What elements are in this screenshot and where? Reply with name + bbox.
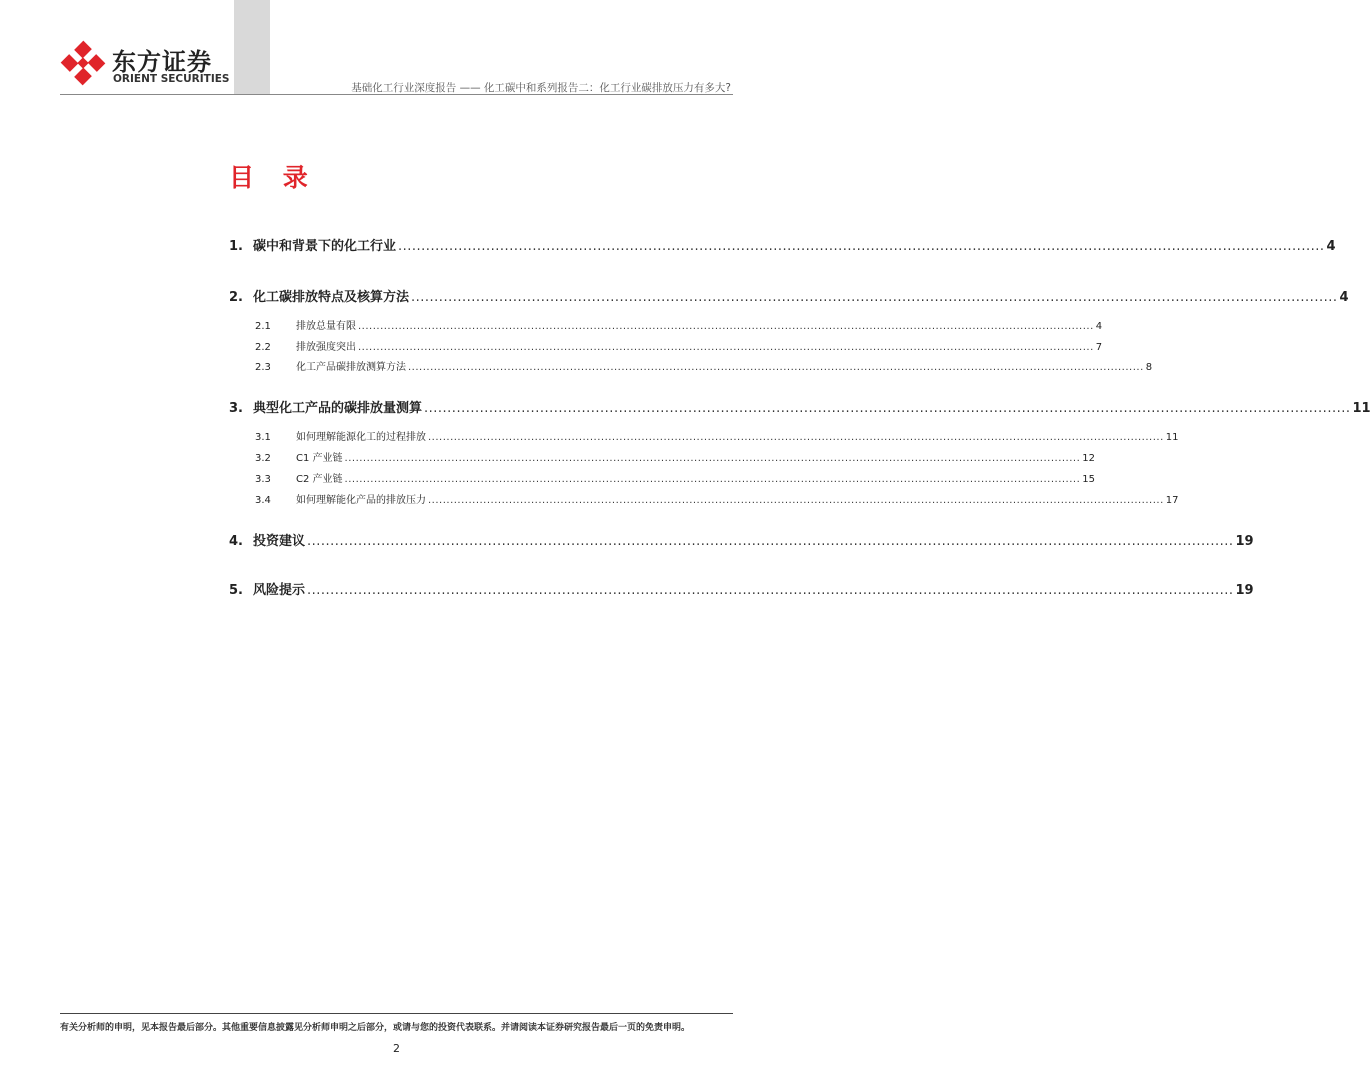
toc-entry-title: 化工产品碳排放测算方法 — [296, 362, 406, 373]
toc-entry[interactable] — [229, 235, 1336, 254]
toc-entry-page: 7 — [1095, 342, 1103, 353]
toc-leader-dots: ........................................................................................................................................................................................................ — [398, 239, 1325, 254]
logo-chinese-name: 东方证券 — [112, 48, 212, 76]
toc-entry-number: 4. — [229, 534, 243, 549]
toc-leader-dots: ........................................................................................................................................................................................................ — [344, 474, 1081, 485]
toc-entry[interactable] — [229, 530, 1254, 549]
toc-leader-dots: ........................................................................................................................................................................................................ — [408, 362, 1144, 373]
toc-entry-title: 投资建议 — [253, 534, 306, 549]
toc-entry-page: 11 — [1165, 432, 1179, 443]
page-number: 2 — [393, 1042, 400, 1055]
toc-entry-number: 5. — [229, 583, 243, 598]
toc-leader-dots: ........................................................................................................................................................................................................ — [358, 342, 1094, 353]
toc-entry-number: 3. — [229, 401, 243, 416]
toc-entry-number: 2. — [229, 290, 243, 305]
toc-entry-number: 1. — [229, 239, 243, 254]
toc-leader-dots: ........................................................................................................................................................................................................ — [307, 583, 1234, 598]
toc-entry[interactable] — [229, 579, 1254, 598]
toc-entry-title: C1 产业链 — [296, 453, 343, 464]
toc-entry-title: 排放强度突出 — [296, 342, 356, 353]
toc-leader-dots: ........................................................................................................................................................................................................ — [424, 401, 1351, 416]
toc-entry-title: 风险提示 — [253, 583, 306, 598]
toc-entry-page: 8 — [1145, 362, 1153, 373]
footer-divider — [60, 1013, 733, 1014]
toc-entry-page: 19 — [1235, 583, 1254, 598]
logo-mark-icon — [60, 40, 106, 86]
toc-entry-title: C2 产业链 — [296, 474, 343, 485]
toc-entry[interactable] — [255, 338, 1103, 353]
toc-entry-page: 17 — [1165, 495, 1179, 506]
toc-entry-number: 2.1 — [255, 321, 271, 332]
toc-entry-number: 2.3 — [255, 362, 271, 373]
toc-entry-number: 3.1 — [255, 432, 271, 443]
toc-entry-number: 3.3 — [255, 474, 271, 485]
report-title: 基础化工行业深度报告 —— 化工碳中和系列报告二：化工行业碳排放压力有多大? — [351, 82, 731, 94]
header-accent-bar — [234, 0, 270, 94]
toc-entry[interactable] — [255, 317, 1103, 332]
toc-entry-page: 4 — [1326, 239, 1336, 254]
header-divider — [60, 94, 733, 95]
toc-entry[interactable] — [255, 428, 1179, 443]
toc-entry-title: 化工碳排放特点及核算方法 — [253, 290, 410, 305]
toc-entry-page: 12 — [1082, 453, 1096, 464]
logo-english-name: ORIENT SECURITIES — [113, 73, 230, 85]
toc-entry[interactable] — [255, 470, 1096, 485]
toc-entry[interactable] — [255, 491, 1179, 506]
toc-entry-page: 15 — [1082, 474, 1096, 485]
toc-entry[interactable] — [229, 286, 1349, 305]
toc-entry-number: 3.2 — [255, 453, 271, 464]
toc-leader-dots: ........................................................................................................................................................................................................ — [307, 534, 1234, 549]
toc-entry-title: 如何理解能化产品的排放压力 — [296, 495, 426, 506]
toc-entry-page: 19 — [1235, 534, 1254, 549]
toc-entry-title: 典型化工产品的碳排放量测算 — [253, 401, 423, 416]
footer-disclaimer: 有关分析师的申明，见本报告最后部分。其他重要信息披露见分析师申明之后部分，或请与您的投资代表联系。并请阅读本证券研究报告最后一页的免责申明。 — [60, 1023, 691, 1033]
company-logo — [60, 40, 230, 90]
toc-leader-dots: ........................................................................................................................................................................................................ — [411, 290, 1338, 305]
toc-entry-page: 4 — [1095, 321, 1103, 332]
toc-leader-dots: ........................................................................................................................................................................................................ — [344, 453, 1081, 464]
toc-title: 目 录 — [229, 163, 318, 192]
toc-entry-number: 3.4 — [255, 495, 271, 506]
toc-leader-dots: ........................................................................................................................................................................................................ — [428, 495, 1164, 506]
toc-entry[interactable] — [255, 358, 1153, 373]
toc-entry[interactable] — [255, 449, 1096, 464]
toc-entry[interactable] — [229, 397, 1371, 416]
toc-entry-title: 如何理解能源化工的过程排放 — [296, 432, 426, 443]
toc-leader-dots: ........................................................................................................................................................................................................ — [428, 432, 1164, 443]
toc-entry-page: 11 — [1352, 401, 1371, 416]
toc-entry-page: 4 — [1339, 290, 1349, 305]
toc-leader-dots: ........................................................................................................................................................................................................ — [358, 321, 1094, 332]
toc-entry-title: 排放总量有限 — [296, 321, 356, 332]
toc-entry-number: 2.2 — [255, 342, 271, 353]
toc-entry-title: 碳中和背景下的化工行业 — [253, 239, 397, 254]
